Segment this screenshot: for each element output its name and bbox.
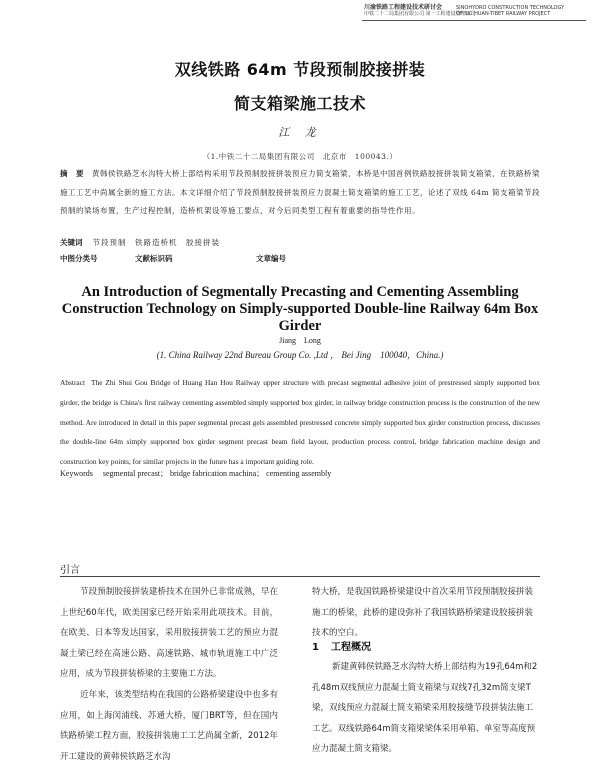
journal-issue-en: OF SIC HUAN-TIBET RAILWAY PROJECT — [456, 11, 551, 17]
section-1-number: 1 — [312, 642, 319, 653]
section-1-heading — [312, 638, 371, 653]
journal-name-en: SINOHYDRO CONSTRUCTION TECHNOLOGY — [456, 5, 565, 11]
section-1-paragraph-1: 新建黄韩侯铁路芝水沟特大桥上部结构为19孔64m和2孔48m双线预应力混凝土简支箱梁与双线7孔32m简支梁T梁，双线预应力混凝土简支箱梁采用胶接缝节段拼装法施工工艺。双线铁路64m简支箱梁梁体采用单箱、单室等高度预应力混凝土简支箱梁。 — [312, 662, 538, 755]
intro-right-column — [312, 582, 540, 644]
intro-paragraph-3: 特大桥，是我国铁路桥梁建设中首次采用节段预制胶接拼装施工的桥梁，此桥的建设弥补了我国铁路桥梁建设胶接拼装技术的空白。 — [312, 587, 534, 639]
title-cn-line1: 双线铁路 64m 节段预制胶接拼装 — [174, 60, 426, 79]
affiliation-cn: （1.中铁二十二局集团有限公司 北京市 100043.） — [202, 152, 398, 161]
keywords-en — [60, 468, 331, 479]
intro-paragraph-1: 节段预制胶接拼装建桥技术在国外已非常成熟，早在上世纪60年代，欧美国家已经开始采用此项技术。目前，在欧美、日本等发达国家，采用胶接拼装工艺的预应力混凝土梁已经在高速公路、高速铁路、城市轨道施工中广泛应用，成为节段拼装桥梁的主要施工方法。 — [60, 587, 278, 680]
clc-label: 中图分类号 — [60, 254, 98, 263]
title-en-line2: Construction Technology on Simply-supported Double-line Railway 64m Box — [61, 301, 539, 317]
author-cn: 江 龙 — [278, 126, 322, 139]
section-1-title: 工程概况 — [330, 642, 371, 653]
intro-left-column — [60, 582, 278, 767]
keywords-cn — [60, 237, 220, 248]
article-number — [256, 253, 286, 264]
title-cn-line2: 简支箱梁施工技术 — [233, 94, 366, 113]
journal-name-cn: 川渝铁路工程建设技术研讨会 — [364, 4, 443, 11]
title-en-line3: Girder — [278, 318, 322, 334]
affiliation-en: (1. China Railway 22nd Bureau Group Co. ,Ltd ， Bei Jing 100040，China.) — [156, 350, 444, 360]
clc-number — [60, 253, 98, 264]
section-1-body — [312, 657, 540, 760]
abstract-cn-label: 摘 要 — [60, 169, 84, 178]
intro-paragraph-2: 近年来，该类型结构在我国的公路桥梁建设中也多有应用，如上海闵浦线、苏通大桥，厦门BRT等，但在国内铁路桥梁工程方面，胶接拼装施工工艺尚属全新，2012年开工建设的黄韩侯铁路芝水沟 — [60, 689, 278, 762]
document-code — [135, 253, 173, 264]
intro-heading: 引言 — [60, 565, 80, 576]
title-en — [0, 284, 600, 335]
keywords-en-value: segmental precast； bridge fabrication machina； cementing assembly — [102, 469, 332, 478]
abstract-cn — [60, 165, 540, 221]
keywords-cn-label: 关键词 — [60, 238, 83, 247]
abstract-en — [60, 373, 540, 472]
journal-header-en — [456, 5, 564, 17]
section-rule — [60, 576, 540, 577]
header-rule — [362, 20, 586, 21]
author-en: Jiang Long — [279, 336, 321, 345]
keywords-en-label: Keywords — [60, 469, 93, 478]
keywords-cn-value: 节段预制 铁路造桥机 胶接拼装 — [92, 238, 220, 247]
abstract-cn-text: 黄韩侯铁路芝水沟特大桥上部结构采用节段预制胶接拼装预应力简支箱梁，本桥是中国首例铁路胶接拼装简支箱梁，在铁路桥梁施工工艺中尚属全新的施工方法。本文详细介绍了节段预制胶接拼装预应力混凝土简支箱梁的施工工艺，论述了双线 64m 简支箱梁节段预制的梁场布置，生产过程控制，造桥机架设等施工要点，对今后同类型工程有着重要的指导性作用。 — [60, 169, 540, 215]
doc-code-label: 文献标识码 — [135, 254, 173, 263]
journal-issue-cn: 中铁二十二局集团有限公司 第一工程建设管理公司 — [364, 11, 476, 17]
abstract-en-label: Abstract — [60, 378, 86, 387]
article-number-label: 文章编号 — [256, 254, 286, 263]
abstract-en-text: The Zhi Shui Gou Bridge of Huang Han Hou Railway upper structure with precast segmental adhesive joint of prestressed simply supported box girder, the bridge is China's first railway cementing assembled simply supported box girder, in railway bridge construction process is the construction of the new method. Are introduced in detail in this paper segmental precast gels assembled prestressed concrete simply supported box girder construction process, discusses the double-line 64m simply supported box girder segment precast beam field layout, production process control, bridge fabrication machine design and construction key points, for similar projects in the future has a important guiding role. — [60, 378, 540, 467]
title-en-line1: An Introduction of Segmentally Precasting and Cementing Assembling — [81, 284, 519, 300]
